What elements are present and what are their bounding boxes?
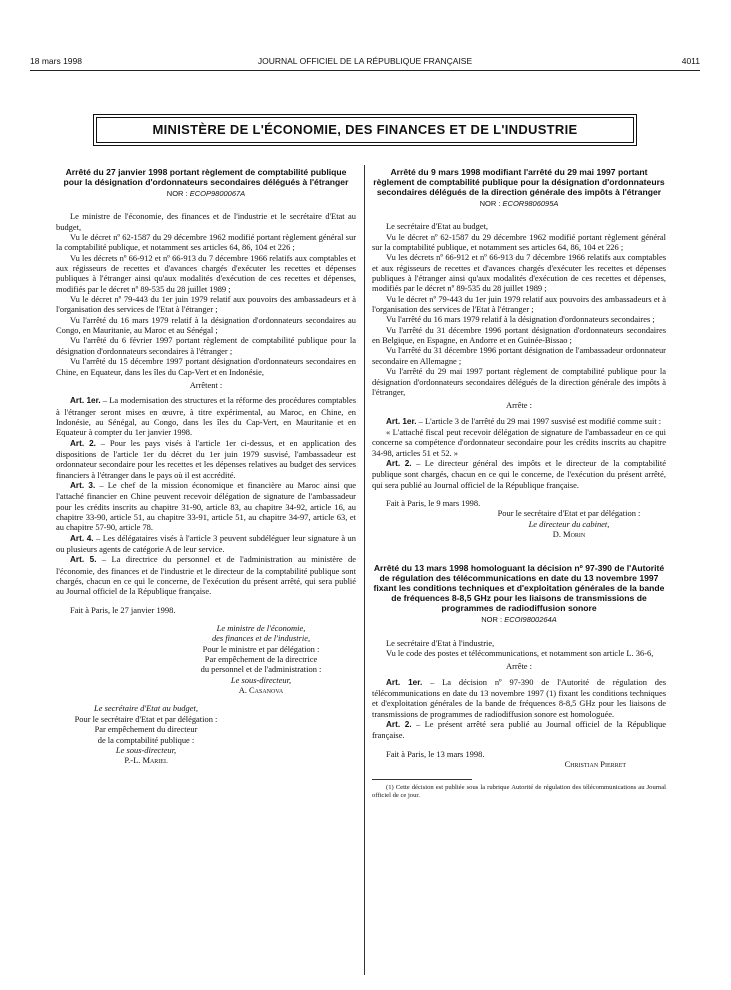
article-text: – Les délégataires visés à l'article 3 peuvent subdéléguer leur signature à un ou plusieurs agents de catégorie A de leur service. xyxy=(56,532,356,554)
article-number: Art. 2. xyxy=(386,720,412,730)
left-column xyxy=(56,167,356,766)
nor-code: ECOI9800264A xyxy=(504,615,557,625)
signatory-name: Christian Pierret xyxy=(564,759,626,770)
ministry-heading: MINISTÈRE DE L'ÉCONOMIE, DES FINANCES ET DE L'INDUSTRIE xyxy=(96,117,634,143)
article-number: Art. 2. xyxy=(386,458,412,468)
article xyxy=(372,677,666,719)
paragraph: Vu l'arrêté du 16 mars 1979 relatif à la désignation d'ordonnateurs secondaires au Congo, en Mauritanie, au Maroc et au Sénégal ; xyxy=(56,314,356,336)
signature-date: Fait à Paris, le 13 mars 1998. xyxy=(386,748,485,759)
right-column xyxy=(372,167,666,800)
signature-date: Fait à Paris, le 27 janvier 1998. xyxy=(70,604,176,615)
article-number: Art. 5. xyxy=(70,555,97,565)
nor-code: ECOP9800067A xyxy=(189,189,246,198)
article-text: – Le présent arrêté sera publié au Journal officiel de la République française. xyxy=(372,719,666,741)
signature-line: de la comptabilité publique : xyxy=(97,734,195,745)
footnote: (1) Cette décision est publiée sous la rubrique Autorité de régulation des télécommunications au Journal officiel de ce jour. xyxy=(372,784,666,800)
signature-line: Le sous-directeur, xyxy=(230,674,292,685)
paragraph: Vu le décret nº 79-443 du 1er juin 1979 relatif aux pouvoirs des ambassadeurs et à l'organisation des services de l'Etat à l'étranger ; xyxy=(56,294,356,315)
column-divider xyxy=(364,165,365,975)
arretent-heading: Arrêtent : xyxy=(189,379,223,390)
signatory-name: D. Morin xyxy=(552,528,586,539)
nor-label: NOR : xyxy=(166,189,188,198)
nor-label: NOR : xyxy=(481,615,503,625)
article-text: – Le directeur général des impôts et le directeur de la comptabilité publique sont chargés, chacun en ce qui le concerne, de l'exécution du présent arrêté, qui sera publié au Journal officiel de la République française. xyxy=(372,457,666,490)
article xyxy=(56,554,356,596)
signature-line: des finances et de l'industrie, xyxy=(211,633,311,644)
article-text: « L'attaché fiscal peut recevoir délégation de signature de l'ambassadeur en ce qui concerne sa compétence d'ordonnateur secondaire pour les crédits inscrits au chapitre 34-98, articles 51 et 52. » xyxy=(372,426,666,458)
header-date: 18 mars 1998 xyxy=(30,56,82,66)
paragraph: Vu l'arrêté du 15 décembre 1997 portant désignation d'ordonnateurs secondaires en Chine, en Equateur, dans les îles du Cap-Vert et en Indonésie, xyxy=(56,356,356,377)
signatory-name: A. Casanova xyxy=(238,685,284,696)
article-text: – La directrice du personnel et de l'administration au ministère de l'économie, des finances et de l'industrie et le directeur de la comptabilité publique sont chargés, chacun en ce qui le concerne, de l'exécution du présent arrêté, qui sera publié au Journal officiel de la République française. xyxy=(56,554,356,597)
decree-title: Arrêté du 9 mars 1998 modifiant l'arrêté du 29 mai 1997 portant règlement de comptabilité publique pour la désignation d'ordonnateurs secondaires délégués de la direction générale des impôts à l'étranger xyxy=(373,167,665,197)
article-number: Art. 2. xyxy=(70,438,96,448)
paragraph: Vu l'arrêté du 6 février 1997 portant règlement de comptabilité publique pour la désignation d'ordonnateurs secondaires à l'étranger ; xyxy=(56,335,356,356)
article-number: Art. 1er. xyxy=(386,416,417,426)
nor-reference xyxy=(372,615,666,625)
nor-reference xyxy=(56,189,356,199)
signature-line: Par empêchement de la directrice xyxy=(204,654,318,665)
article xyxy=(56,533,356,555)
article-text: – La modernisation des structures et la réforme des procédures comptables à l'étranger seront mises en œuvre, à titre expérimental, au Maroc, en Chine, en Indonésie, au Sénégal, au Congo, dans les îles du Cap-Vert, en Mauritanie et en Equateur à compter du 1er janvier 1998. xyxy=(56,395,356,438)
signature-line: du personnel et de l'administration : xyxy=(200,664,322,675)
paragraph: Vu l'arrêté du 31 décembre 1996 portant désignation de l'ambassadeur ordonnateur secondaire en Allemagne ; xyxy=(372,345,666,366)
signature-date: Fait à Paris, le 9 mars 1998. xyxy=(386,497,481,508)
article-text: – La décision nº 97-390 de l'Autorité de régulation des télécommunications en date du 13 novembre 1997 (1) fixant les conditions techniques et d'exploitation générales de la bande de fréquences 8-8,5 GHz pour les liaisons de transmissions de programmes de radiodiffusion sonore est homologuée. xyxy=(372,676,666,719)
article-number: Art. 4. xyxy=(70,533,94,543)
signature-line: Le ministre de l'économie, xyxy=(216,623,306,634)
article xyxy=(372,427,666,458)
header-page-number: 4011 xyxy=(681,56,700,66)
article-number: Art. 3. xyxy=(70,480,96,490)
article xyxy=(56,480,356,533)
header-journal-title: JOURNAL OFFICIEL DE LA RÉPUBLIQUE FRANÇAISE xyxy=(257,56,473,66)
article-number: Art. 1er. xyxy=(70,396,101,406)
paragraph: Le secrétaire d'Etat au budget, xyxy=(386,221,489,232)
page-header xyxy=(30,56,700,70)
article xyxy=(56,438,356,480)
article-text: – Pour les pays visés à l'article 1er ci-dessus, et en application des dispositions de l'article 1er du décret du 1er juin 1979 susvisé, l'ambassadeur est ordonnateur secondaire pour les recettes et les dépenses relatives au budget des services financiers à l'étranger dans le pays où il est accrédité. xyxy=(56,437,356,480)
signature-block-minister xyxy=(166,623,356,695)
header-rule xyxy=(30,70,700,71)
paragraph: Le secrétaire d'Etat à l'industrie, xyxy=(386,637,495,648)
nor-reference xyxy=(372,199,666,209)
signature-line: Pour le ministre et par délégation : xyxy=(202,643,320,654)
signature-line: Le sous-directeur, xyxy=(115,744,177,755)
footnote-rule xyxy=(372,779,472,780)
article xyxy=(372,416,666,427)
arrete-heading: Arrête : xyxy=(505,400,532,411)
paragraph: Vu les décrets nº 66-912 et nº 66-913 du 7 décembre 1966 relatifs aux comptables et aux régisseurs de recettes et d'avances chargés d'exécuter les recettes et dépenses publiques à l'étranger ainsi qu'aux modalités d'exécution de ces recettes et dépenses, modifiés par le décret nº 89-535 du 28 juillet 1989 ; xyxy=(56,252,356,294)
signature-line: Pour le secrétaire d'Etat et par délégation : xyxy=(497,508,641,519)
article xyxy=(56,395,356,437)
arrete-heading: Arrête : xyxy=(505,661,532,672)
signature-line: Par empêchement du directeur xyxy=(94,724,198,735)
article-text: – L'article 3 de l'arrêté du 29 mai 1997 susvisé est modifié comme suit : xyxy=(416,415,662,426)
nor-label: NOR : xyxy=(479,199,501,208)
paragraph: Vu les décrets nº 66-912 et nº 66-913 du 7 décembre 1966 relatifs aux comptables et aux régisseurs de recettes et d'avances chargés d'exécuter les recettes et dépenses publiques à l'étranger ainsi qu'aux modalités d'exécution de ces recettes et dépenses, modifiés par le décret nº 89-535 du 28 juillet 1989 ; xyxy=(372,252,666,294)
paragraph: Vu le code des postes et télécommunications, et notamment son article L. 36-6, xyxy=(386,648,654,658)
article xyxy=(372,458,666,490)
paragraph: Le ministre de l'économie, des finances et de l'industrie et le secrétaire d'Etat au budget, xyxy=(56,211,356,232)
paragraph: Vu le décret nº 62-1587 du 29 décembre 1962 modifié portant règlement général sur la comptabilité publique, et notamment ses articles 64, 86, 104 et 226 ; xyxy=(56,232,356,253)
decree-title: Arrêté du 13 mars 1998 homologuant la décision nº 97-390 de l'Autorité de régulation des télécommunications en date du 13 novembre 1997 fixant les conditions techniques et d'exploitation générales de la bande de fréquences 8-8,5 GHz pour les liaisons de transmissions de programmes de radiodiffusion sonore xyxy=(373,563,665,614)
article-text: – Le chef de la mission économique et financière au Maroc ainsi que l'attaché financier en Chine peuvent recevoir délégation de signature de l'ambassadeur pour les crédits inscrits au chapitre 31-90, article 83, au chapitre 34-92, article 16, au chapitre 33-90, article 51, au chapitre 33-91, article 51, au chapitre 34-97, article 63, et au chapitre 57-90, article 78. xyxy=(56,479,356,533)
signature-block-cabinet xyxy=(472,508,666,539)
paragraph: Vu le décret nº 79-443 du 1er juin 1979 relatif aux pouvoirs des ambassadeurs et à l'organisation des services de l'Etat à l'étranger ; xyxy=(372,293,666,315)
paragraph: Vu l'arrêté du 29 mai 1997 portant règlement de comptabilité publique pour la désignation d'ordonnateurs secondaires délégués de la direction générale des impôts à l'étranger, xyxy=(372,366,666,397)
article xyxy=(372,719,666,741)
paragraph: Vu l'arrêté du 31 décembre 1996 portant désignation d'ordonnateurs secondaires en Belgique, en Espagne, en Andorre et en Guinée-Bissao ; xyxy=(372,324,666,346)
decree-title: Arrêté du 27 janvier 1998 portant règlement de comptabilité publique pour la désignation d'ordonnateurs secondaires délégués à l'étranger xyxy=(63,167,349,187)
signature-line: Le directeur du cabinet, xyxy=(528,518,610,529)
signature-line: Pour le secrétaire d'Etat et par délégation : xyxy=(74,713,218,724)
signatory-name: P.-L. Mariel xyxy=(124,755,168,766)
signature-block-budget xyxy=(56,703,236,765)
signature-line: Le secrétaire d'Etat au budget, xyxy=(94,703,198,714)
paragraph: Vu le décret nº 62-1587 du 29 décembre 1962 modifié portant règlement général sur la comptabilité publique, et notamment ses articles 64, 86, 104 et 226 ; xyxy=(372,231,666,253)
nor-code: ECOR9806095A xyxy=(502,199,559,208)
article-number: Art. 1er. xyxy=(386,677,423,687)
paragraph: Vu l'arrêté du 16 mars 1979 relatif à la désignation d'ordonnateurs secondaires ; xyxy=(386,314,655,325)
